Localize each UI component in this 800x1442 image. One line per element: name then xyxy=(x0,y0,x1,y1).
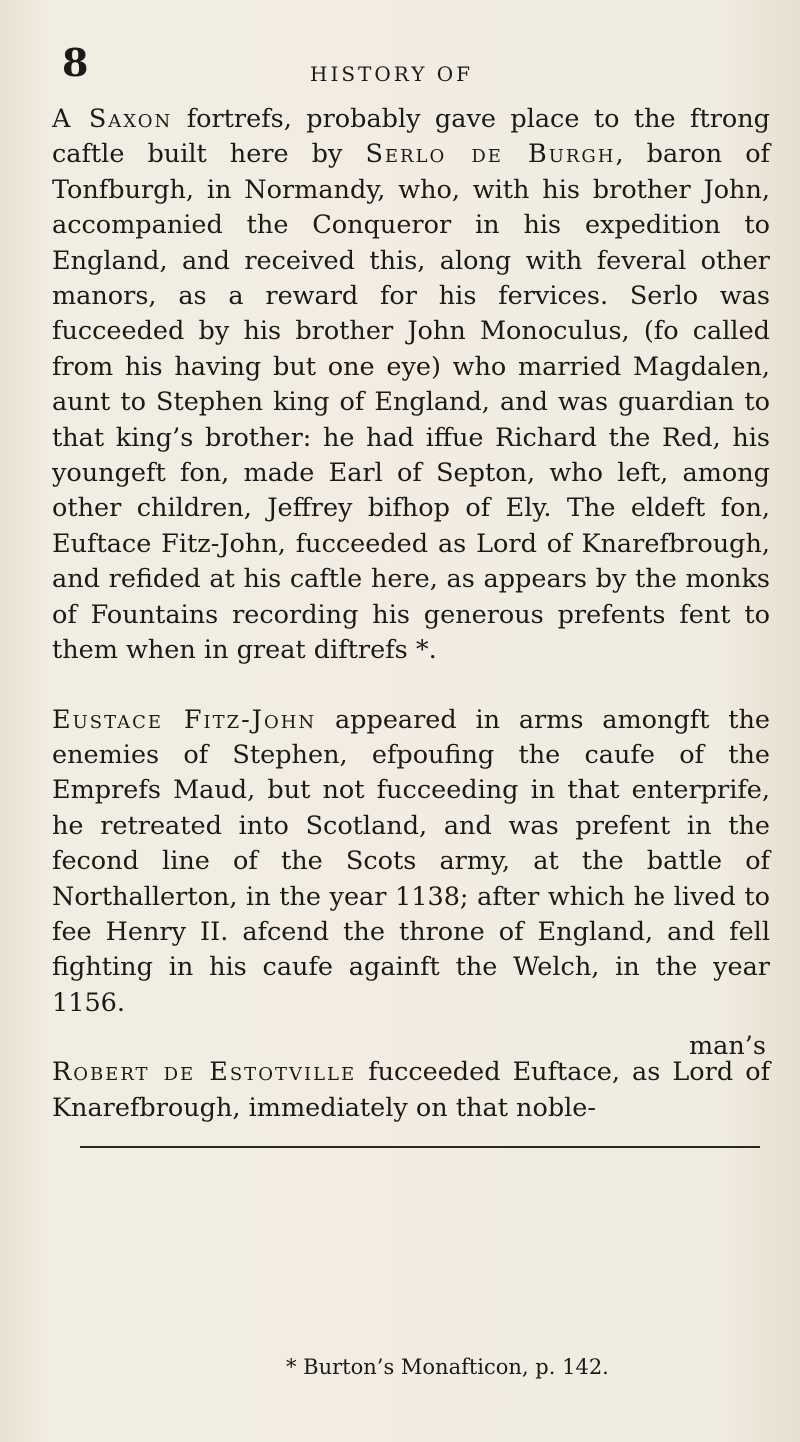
running-title: HISTORY OF xyxy=(310,62,474,86)
paragraph-2-lead: Eustace Fitz-John xyxy=(52,704,317,735)
catchword: man’s xyxy=(689,1031,766,1061)
footnote-rule xyxy=(80,1146,760,1148)
paragraph-2 xyxy=(52,703,770,1022)
paragraph-1-text: fortrefs, probably gave place to the ftrong caftle built here by xyxy=(52,104,770,170)
paragraph-1 xyxy=(52,102,770,669)
page-number: 8 xyxy=(62,40,89,85)
paragraph-3-text: fucceeded Euftace, as Lord of Knarefbrough, immediately on that noble- xyxy=(52,1057,771,1123)
paragraph-3 xyxy=(52,1055,770,1126)
paragraph-1-lead: A Saxon xyxy=(52,104,173,134)
paragraph-1-text-2: , baron of Tonfburgh, in Normandy, who, with his brother John, accompanied the Conqueror in his expedition to England, and received this, along with feveral other manors, as a reward for his fervices. Serlo was fucceeded by his brother John Monoculus, (fo called from his having but one eye) who married Magdalen, aunt to Stephen king of England, and was guardian to that king’s brother: he had iffue Richard the Red, his youngeft fon, made Earl of Septon, who left, among other children, Jeffrey bifhop of Ely. The eldeft fon, Euftace Fitz-John, fucceeded as Lord of Knarefbrough, and refided at his caftle here, as appears by the monks of Fountains recording his generous prefents fent to them when in great diftrefs *. xyxy=(52,139,770,666)
footnote: * Burton’s Monafticon, p. 142. xyxy=(286,1355,609,1379)
paragraph-3-lead: Robert de Estotville xyxy=(52,1057,357,1088)
paragraph-1-name: Serlo de Burgh xyxy=(365,139,616,170)
body-text xyxy=(52,102,770,1126)
paragraph-2-text: appeared in arms amongft the enemies of Stephen, efpoufing the caufe of the Emprefs Maud, but not fucceeding in that enterprife, he retreated into Scotland, and was prefent in the fecond line of the Scots army, at the battle of Northallerton, in the year 1138; after which he lived to fee Henry II. afcend the throne of England, and fell fighting in his caufe againft the Welch, in the year 1156. xyxy=(52,704,770,1018)
